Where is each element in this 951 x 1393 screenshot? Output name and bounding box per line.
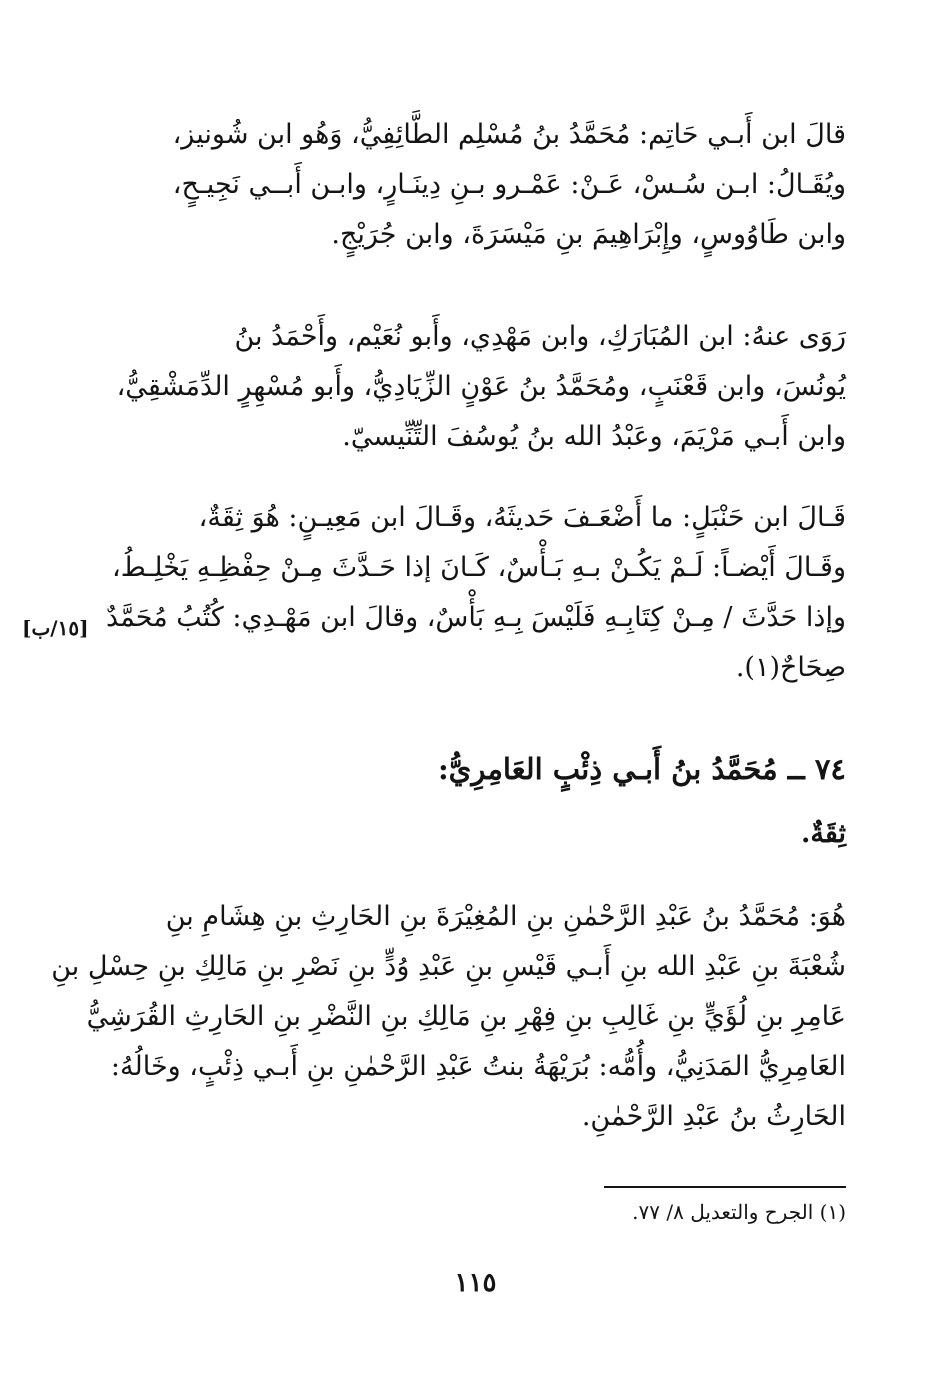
- text-line: صِحَاحٌ(١).: [735, 652, 846, 683]
- text-line: عَامِرِ بنِ لُؤَيٍّ بنِ غَالِبِ بنِ فِهْرِ بنِ مَالِكِ بنِ النَّضْرِ بنِ الحَارِثِ القُرَشِيُّ: [86, 1001, 846, 1032]
- manuscript-folio-ref: [١٥/ب]: [22, 616, 89, 640]
- text-line: يُونُسَ، وابن قَعْنَبٍ، ومُحَمَّدُ بنُ عَوْنٍ الزِّيَادِيُّ، وأَبو مُسْهِرٍ الدِّمَشْقِيُّ،: [116, 371, 846, 402]
- paragraph-grading: [106, 493, 846, 693]
- text-line: قَـالَ ابن حَنْبَلٍ: ما أَضْعَـفَ حَديثَهُ، وقَـالَ ابن مَعِيـنٍ: هُوَ ثِقَةٌ،: [198, 502, 846, 533]
- text-line: هُوَ: مُحَمَّدُ بنُ عَبْدِ الرَّحْمٰنِ بنِ المُغِيْرَةَ بنِ الحَارِثِ بنِ هِشَامِ بنِ: [165, 901, 846, 932]
- text-line: ويُقَـالُ: ابـن سُـسْ، عَـنْ: عَمْـرو بـنِ دِينَـارٍ، وابـن أَبــي نَجِيـحٍ،: [172, 169, 846, 200]
- text-line: قالَ ابن أَبـي حَاتِم: مُحَمَّدُ بنُ مُسْلِم الطَّائِفِيُّ، وَهُو ابن شُونيز،: [172, 119, 846, 150]
- entry-grade: ثِقَةٌ.: [800, 818, 846, 849]
- paragraph-lineage: [51, 892, 846, 1142]
- text-line: وإذا حَدَّثَ / مِـنْ كِتَابِـهِ فَلَيْسَ بِـهِ بَأْسٌ، وقالَ ابن مَهْـدِي: كُتُبُ مُحَمَّدٌ: [106, 602, 846, 633]
- text-line: العَامِرِيُّ المَدَنِيُّ، وأُمُّه: بُرَيْهَةُ بنتُ عَبْدِ الرَّحْمٰنِ بنِ أَبـي ذِئْبٍ، وخَالُهُ:: [110, 1051, 846, 1082]
- text-line: شُعْبَةَ بنِ عَبْدِ الله بنِ أَبـي قَيْسِ بنِ عَبْدِ وُدٍّ بنِ نَصْرِ بنِ مَالِكِ بنِ حِسْلِ بنِ: [51, 951, 846, 982]
- paragraph-ibn-abi-hatim: [126, 110, 846, 260]
- text-line: رَوَى عنهُ: ابن المُبَارَكِ، وابن مَهْدِي، وأَبو نُعَيْم، وأَحْمَدُ بنُ: [234, 321, 846, 352]
- page-number: ١١٥: [454, 1268, 497, 1298]
- entry-heading: ٧٤ ــ مُحَمَّدُ بنُ أَبـي ذِئْبٍ العَامِرِيُّ:: [437, 752, 846, 786]
- text-line: الحَارِثُ بنُ عَبْدِ الرَّحْمٰنِ.: [581, 1101, 846, 1132]
- text-line: وابن أَبـي مَرْيَمَ، وعَبْدُ الله بنُ يُوسُفَ التِّنِّيسيّ.: [342, 421, 846, 452]
- text-line: وقَـالَ أَيْضـاً: لَـمْ يَكُـنْ بـهِ بَـأْسٌ، كَـانَ إذا حَـدَّثَ مِـنْ حِفْظِـهِ يَخْلِـطُ،: [112, 552, 846, 583]
- paragraph-narrators: [116, 312, 846, 462]
- footnote: (١) الجرح والتعديل ٨/ ٧٧.: [632, 1200, 846, 1224]
- text-line: وابن طَاوُوسٍ، وإِبْرَاهِيمَ بنِ مَيْسَرَةَ، وابن جُرَيْجٍ.: [331, 219, 846, 250]
- footnote-divider: [604, 1186, 846, 1188]
